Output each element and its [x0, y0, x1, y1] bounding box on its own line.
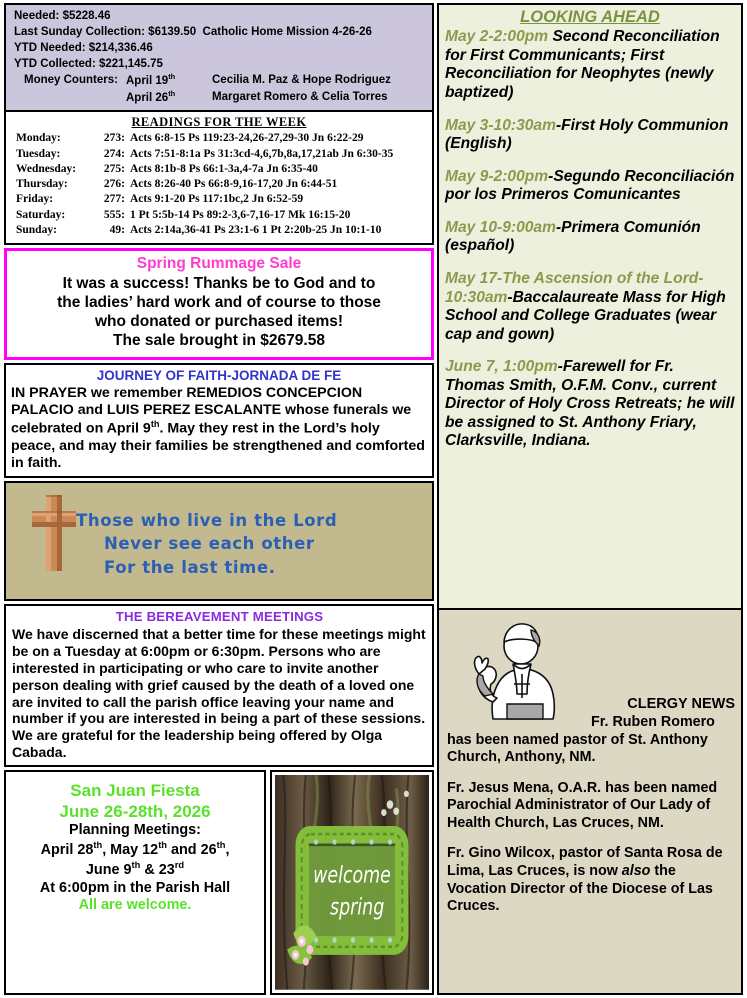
- journey-of-faith-box: [4, 363, 434, 478]
- reading-row: [10, 131, 428, 146]
- looking-ahead-entry: [445, 219, 735, 256]
- fiesta-welcome: All are welcome.: [78, 897, 192, 914]
- clergy-heading-row: [591, 614, 735, 714]
- reading-number: 275:: [103, 162, 125, 175]
- wooden-cross-icon: [28, 491, 80, 575]
- looking-ahead-entry: [445, 28, 735, 102]
- san-juan-fiesta-box: [4, 770, 266, 995]
- collection-summary-box: [4, 3, 434, 112]
- entry-date: May 2-2:00pm: [445, 28, 549, 46]
- reading-number: 555:: [103, 208, 125, 221]
- reading-reference: Acts 2:14a,36-41 Ps 23:1-6 1 Pt 2:20b-25 Jn 10:1-10: [130, 223, 382, 236]
- reading-reference: Acts 7:51-8:1a Ps 31:3cd-4,6,7b,8a,17,21ab Jn 6:30-35: [130, 147, 394, 160]
- fiesta-location: At 6:00pm in the Parish Hall: [39, 879, 231, 896]
- quote-line-3: For the last time.: [104, 557, 276, 577]
- reading-number: 49:: [109, 223, 125, 236]
- rummage-total: The sale brought in $2679.58: [113, 331, 325, 349]
- rummage-title: Spring Rummage Sale: [136, 255, 302, 273]
- reading-row: [10, 162, 428, 177]
- readings-title: READINGS FOR THE WEEK: [131, 115, 307, 130]
- entry-date: May 17-The Ascension of the Lord-10:30am: [445, 270, 704, 306]
- needed-amount: Needed: $5228.46: [14, 10, 111, 22]
- welcome-spring-photo: [275, 775, 429, 990]
- bereavement-body: We have discerned that a better time for these meetings might be on a Tuesday at 6:00pm or 6:30pm. Persons who are interested in participating or who care to invite another person dealing with grief caused by the death of a loved one are invited to call the parish office leaving your name and number if you are interested in being a part of these sessions. We are grateful for the leadership being offered by Olga Cabada.: [12, 625, 426, 761]
- reading-number: 276:: [103, 178, 125, 191]
- rummage-line-1: It was a success! Thanks be to God and to: [62, 275, 376, 293]
- fiesta-meetings-line-1: April 28th, May 12th and 26th,: [40, 840, 230, 859]
- money-counters-label: Money Counters:: [24, 74, 118, 87]
- reading-row: [10, 208, 428, 223]
- reading-row: [10, 147, 428, 162]
- reading-row: [10, 192, 428, 207]
- memorial-quote-text: [76, 509, 426, 579]
- reading-reference: Acts 9:1-20 Ps 117:1bc,2 Jn 6:52-59: [130, 193, 304, 206]
- reading-number: 277:: [103, 193, 125, 206]
- looking-ahead-heading: LOOKING AHEAD: [520, 8, 660, 26]
- reading-reference: 1 Pt 5:5b-14 Ps 89:2-3,6-7,16-17 Mk 16:15-20: [130, 208, 351, 221]
- reading-day: Wednesday:: [16, 162, 77, 175]
- memorial-quote-box: [4, 481, 434, 601]
- reading-row: [10, 177, 428, 192]
- looking-ahead-entry: [445, 117, 735, 154]
- reading-day: Sunday:: [16, 223, 57, 236]
- bottom-row: [4, 770, 434, 995]
- ytd-collected: YTD Collected: $221,145.75: [14, 58, 163, 71]
- reading-number: 273:: [103, 132, 125, 145]
- spring-rummage-sale-box: [4, 248, 434, 360]
- right-column: [437, 0, 747, 998]
- entry-date: June 7, 1:00pm: [445, 358, 558, 376]
- journey-title: JOURNEY OF FAITH-JORNADA DE FE: [96, 367, 342, 383]
- fiesta-title: San Juan Fiesta: [70, 781, 200, 801]
- looking-ahead-entry: [445, 168, 735, 205]
- looking-ahead-entry: [445, 270, 735, 344]
- quote-line-1: Those who live in the Lord: [76, 510, 338, 530]
- reading-reference: Acts 6:8-15 Ps 119:23-24,26-27,29-30 Jn 6:22-29: [130, 132, 364, 145]
- entry-date: May 9-2:00pm: [445, 167, 549, 185]
- counter-date-1: April 19th: [126, 72, 176, 88]
- entry-text: -Primera Comunión (español): [445, 219, 701, 255]
- welcome-spring-photo-frame: [270, 770, 434, 995]
- clergy-news-item: Fr. Jesus Mena, O.A.R. has been named Parochial Administrator of Our Lady of Health Church, Las Cruces, NM.: [447, 779, 718, 831]
- counter-names-2: Margaret Romero & Celia Torres: [212, 91, 388, 104]
- reading-number: 274:: [103, 147, 125, 160]
- rummage-line-3: who donated or purchased items!: [94, 312, 344, 330]
- bereavement-title: THE BEREAVEMENT MEETINGS: [115, 608, 324, 624]
- spacer: [14, 89, 126, 106]
- entry-text: -First Holy Communion (English): [445, 116, 729, 152]
- clergy-news-item: Fr. Gino Wilcox, pastor of Santa Rosa de Lima, Las Cruces, is now also the Vocation Director of the Diocese of Las Cruces.: [447, 845, 723, 915]
- reading-reference: Acts 8:26-40 Ps 66:8-9,16-17,20 Jn 6:44-51: [130, 178, 338, 191]
- clergy-news-box: [437, 610, 743, 995]
- money-counter-row: [14, 89, 432, 106]
- last-sunday-collection: Last Sunday Collection: $6139.50 Catholic Home Mission 4-26-26: [14, 26, 372, 39]
- reading-day: Tuesday:: [16, 147, 61, 160]
- reading-row: [10, 223, 428, 238]
- clergy-news-heading: CLERGY NEWS: [627, 696, 735, 713]
- reading-day: Thursday:: [16, 178, 68, 191]
- sign-text-spring: spring: [329, 893, 385, 921]
- entry-text: Second Reconciliation for First Communicants; First Reconciliation for Neophytes (newly baptized): [445, 28, 720, 101]
- fiesta-dates: June 26-28th, 2026: [59, 802, 211, 822]
- reading-reference: Acts 8:1b-8 Ps 66:1-3a,4-7a Jn 6:35-40: [130, 162, 318, 175]
- entry-text: -Farewell for Fr. Thomas Smith, O.F.M. Conv., current Director of Holy Cross Retreats; he will be assigned to St. Anthony Friary, Clarksville, Indiana.: [445, 358, 735, 449]
- bishop-illustration-icon: [453, 616, 585, 720]
- journey-body: IN PRAYER we remember REMEDIOS CONCEPCION PALACIO and LUIS PEREZ ESCALANTE whose funerals we celebrated on April 9th. May they rest in the Lord’s holy peace, and may their families be strengthened and comforted in faith.: [11, 384, 425, 471]
- counter-names-1: Cecilia M. Paz & Hope Rodriguez: [212, 74, 391, 87]
- bereavement-meetings-box: [4, 604, 434, 767]
- counter-date-2: April 26th: [126, 89, 176, 105]
- looking-ahead-entry: [445, 358, 735, 450]
- fiesta-meetings-line-2: June 9th & 23rd: [85, 859, 185, 878]
- emphasis-also: also: [621, 863, 651, 880]
- money-counter-row: [14, 72, 432, 89]
- looking-ahead-box: [437, 3, 743, 610]
- entry-text: -Baccalaureate Mass for High School and College Graduates (wear cap and gown): [445, 288, 726, 343]
- quote-line-2: Never see each other: [104, 534, 315, 554]
- readings-for-the-week-box: [4, 112, 434, 245]
- fiesta-planning-label: Planning Meetings:: [69, 822, 201, 839]
- entry-text: -Segundo Reconciliación por los Primeros Comunicantes: [445, 167, 735, 204]
- entry-date: May 3-10:30am: [445, 116, 556, 134]
- reading-day: Friday:: [16, 193, 54, 206]
- reading-day: Saturday:: [16, 208, 66, 221]
- rummage-line-2: the ladies’ hard work and of course to those: [57, 294, 381, 311]
- reading-day: Monday:: [16, 132, 61, 145]
- entry-date: May 10-9:00am: [445, 219, 556, 237]
- sign-text-welcome: welcome: [313, 861, 391, 889]
- ytd-needed: YTD Needed: $214,336.46: [14, 42, 153, 55]
- clergy-news-item: Fr. Ruben Romero has been named pastor of St. Anthony Church, Anthony, NM.: [447, 714, 715, 766]
